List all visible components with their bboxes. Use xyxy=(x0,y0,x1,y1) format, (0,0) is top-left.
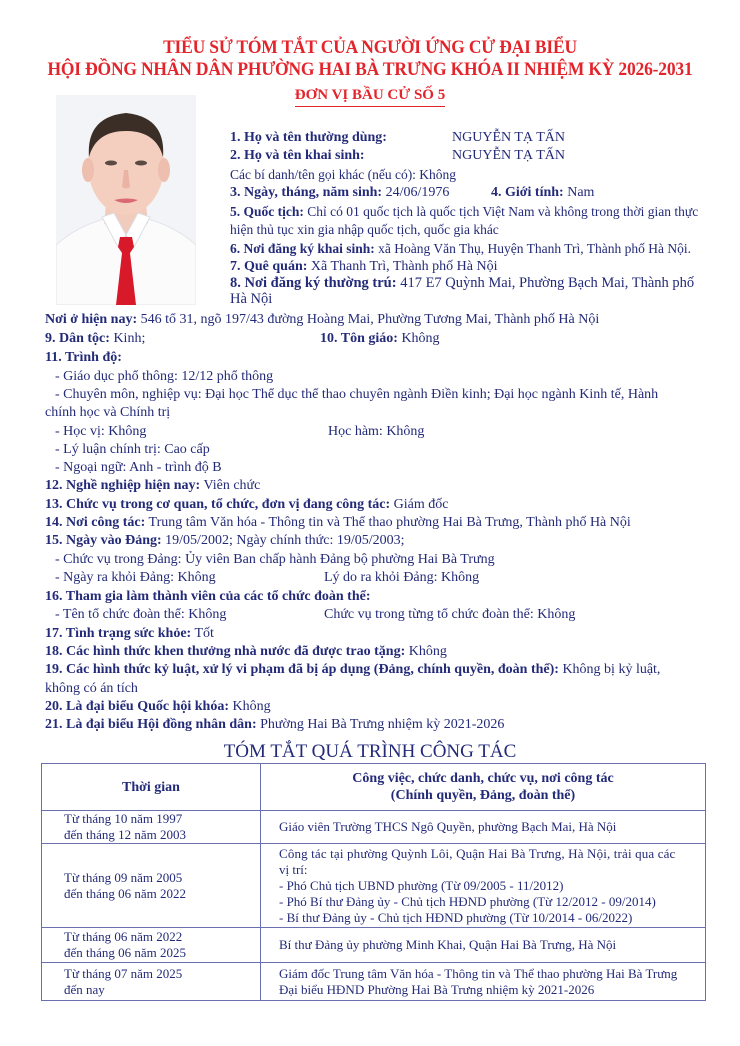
field-label: 13. Chức vụ trong cơ quan, tổ chức, đơn vị đang công tác: xyxy=(45,497,391,512)
field-peoples-council xyxy=(45,716,504,733)
field-label: 1. Họ và tên thường dùng: xyxy=(230,130,387,145)
field-specialty: - Chuyên môn, nghiệp vụ: Đại học Thể dục thể thao chuyên ngành Điền kinh; Đại học ngành Kinh tế, Hành xyxy=(55,387,659,402)
field-label: 12. Nghề nghiệp hiện nay: xyxy=(45,478,201,493)
field-value: Phường Hai Bà Trưng nhiệm kỳ 2021-2026 xyxy=(256,717,505,732)
field-label: 4. Giới tính: xyxy=(491,185,564,200)
time-to: đến nay xyxy=(64,981,105,997)
field-nationality xyxy=(230,203,698,220)
field-label: 20. Là đại biểu Quốc hội khóa: xyxy=(45,699,229,714)
time-to: đến tháng 06 năm 2022 xyxy=(64,885,187,901)
field-label: 10. Tôn giáo: xyxy=(320,331,398,346)
field-value: Trung tâm Văn hóa - Thông tin và Thể thao phường Hai Bà Trưng, Thành phố Hà Nội xyxy=(145,515,631,530)
field-label: 11. Trình độ: xyxy=(45,350,122,365)
description-cell xyxy=(261,844,706,928)
field-awards xyxy=(45,643,447,660)
field-label: Nơi ở hiện nay: xyxy=(45,312,138,327)
field-discipline xyxy=(45,661,660,678)
column-header-time: Thời gian xyxy=(42,764,261,811)
field-birth-date xyxy=(230,184,449,201)
description-line: Bí thư Đảng ủy phường Minh Khai, Quận Hai Bà Trưng, Hà Nội xyxy=(279,937,617,952)
field-hometown xyxy=(230,258,497,275)
description-line: Công tác tại phường Quỳnh Lôi, Quận Hai Bà Trưng, Hà Nội, trải qua các xyxy=(279,845,676,861)
description-line: Giám đốc Trung tâm Văn hóa - Thông tin và Thể thao phường Hai Bà Trưng xyxy=(279,965,678,981)
work-history-table xyxy=(41,763,706,1001)
description-cell xyxy=(261,963,706,1001)
field-organization-name: - Tên tổ chức đoàn thể: Không xyxy=(55,607,227,622)
description-line: Đại biểu HĐND Phường Hai Bà Trưng nhiệm kỳ 2021-2026 xyxy=(279,981,595,997)
field-birth-name xyxy=(230,147,365,164)
field-organizations-heading xyxy=(45,588,371,605)
table-row xyxy=(42,963,706,1001)
field-value: xã Hoàng Văn Thụ, Huyện Thanh Trì, Thành phố Hà Nội. xyxy=(374,241,692,256)
field-label: 6. Nơi đăng ký khai sinh: xyxy=(230,241,375,256)
field-label: 18. Các hình thức khen thưởng nhà nước đã được trao tặng: xyxy=(45,644,406,659)
field-label: 21. Là đại biểu Hội đồng nhân dân: xyxy=(45,717,257,732)
description-line: Giáo viên Trường THCS Ngô Quyền, phường Bạch Mai, Hà Nội xyxy=(279,819,617,834)
field-label: 16. Tham gia làm thành viên của các tổ chức đoàn thể: xyxy=(45,589,371,604)
field-gender xyxy=(491,184,594,201)
field-value: Kinh; xyxy=(109,331,146,346)
time-cell xyxy=(42,928,261,963)
field-value: 417 E7 Quỳnh Mai, Phường Bạch Mai, Thành phố xyxy=(396,275,695,291)
time-cell xyxy=(42,844,261,928)
time-from: Từ tháng 10 năm 1997 xyxy=(64,811,183,826)
time-from: Từ tháng 09 năm 2005 xyxy=(64,869,183,885)
document-title-line1: TIỂU SỬ TÓM TẮT CỦA NGƯỜI ỨNG CỬ ĐẠI BIỂU xyxy=(163,37,577,58)
field-birth-name-value: NGUYỄN TẠ TẤN xyxy=(452,148,566,163)
work-history-title: TÓM TẮT QUÁ TRÌNH CÔNG TÁC xyxy=(223,741,517,762)
document-title-line2: HỘI ĐỒNG NHÂN DÂN PHƯỜNG HAI BÀ TRƯNG KHÓA II NHIỆM KỲ 2026-2031 xyxy=(47,59,693,80)
field-foreign-language: - Ngoại ngữ: Anh - trình độ B xyxy=(55,460,222,475)
description-cell xyxy=(261,811,706,844)
field-value: Tốt xyxy=(191,626,214,641)
header-line: (Chính quyền, Đảng, đoàn thể) xyxy=(390,788,576,803)
field-value: 546 tổ 31, ngõ 197/43 đường Hoàng Mai, Phường Tương Mai, Thành phố Hà Nội xyxy=(137,312,600,327)
field-occupation xyxy=(45,477,260,494)
field-label: 15. Ngày vào Đảng: xyxy=(45,533,162,548)
table-header-row xyxy=(42,764,706,811)
column-header-description xyxy=(261,764,706,811)
field-workplace xyxy=(45,514,631,531)
field-value: Không bị kỷ luật, xyxy=(558,662,661,677)
field-party-leave-date: - Ngày ra khỏi Đảng: Không xyxy=(55,570,216,585)
field-birth-registration xyxy=(230,240,691,257)
field-common-name-value: NGUYỄN TẠ TẤN xyxy=(452,130,566,145)
field-label: 19. Các hình thức kỷ luật, xử lý vi phạm đã bị áp dụng (Đảng, chính quyền, đoàn thể): xyxy=(45,662,559,677)
field-value: Không xyxy=(229,699,271,714)
portrait-icon xyxy=(56,95,196,305)
table-row xyxy=(42,844,706,928)
field-permanent-residence xyxy=(230,275,694,292)
field-position xyxy=(45,496,448,513)
time-cell xyxy=(42,811,261,844)
field-value: Xã Thanh Trì, Thành phố Hà Nội xyxy=(307,259,498,274)
field-value: Viên chức xyxy=(200,478,261,493)
description-line: - Bí thư Đảng ủy - Chủ tịch HĐND phường (Từ 10/2014 - 06/2022) xyxy=(279,909,633,925)
field-label: 14. Nơi công tác: xyxy=(45,515,146,530)
time-cell xyxy=(42,963,261,1001)
header-line: Công việc, chức danh, chức vụ, nơi công tác xyxy=(352,771,614,786)
field-political-theory: - Lý luận chính trị: Cao cấp xyxy=(55,442,210,457)
field-nationality-cont: hiện thủ tục xin gia nhập quốc tịch, quốc gia khác xyxy=(230,222,499,237)
field-specialty-cont: chính học và Chính trị xyxy=(45,405,171,420)
field-label: 5. Quốc tịch: xyxy=(230,204,304,219)
time-from: Từ tháng 07 năm 2025 xyxy=(64,965,183,981)
field-value: 19/05/2002; Ngày chính thức: 19/05/2003; xyxy=(161,533,405,548)
field-label: 2. Họ và tên khai sinh: xyxy=(230,148,365,163)
description-line: - Phó Bí thư Đảng ủy - Chủ tịch HĐND phường (Từ 12/2012 - 09/2014) xyxy=(279,893,656,909)
field-label: 7. Quê quán: xyxy=(230,259,308,274)
field-party-position: - Chức vụ trong Đảng: Ủy viên Ban chấp hành Đảng bộ phường Hai Bà Trưng xyxy=(55,552,495,567)
field-value: Không xyxy=(405,644,447,659)
field-academic-title: Học hàm: Không xyxy=(328,424,425,439)
description-line: vị trí: xyxy=(279,861,308,877)
field-value: 24/06/1976 xyxy=(382,185,450,200)
field-value: Nam xyxy=(563,185,595,200)
field-education-heading xyxy=(45,349,122,366)
portrait-photo xyxy=(56,95,196,305)
field-permanent-residence-cont: Hà Nội xyxy=(230,291,273,307)
field-party-join-date xyxy=(45,532,405,549)
electoral-unit-label: ĐƠN VỊ BẦU CỬ SỐ 5 xyxy=(295,86,445,107)
field-common-name xyxy=(230,129,387,146)
description-cell xyxy=(261,928,706,963)
field-value: Không xyxy=(397,331,440,346)
time-to: đến tháng 06 năm 2025 xyxy=(64,945,187,960)
field-health xyxy=(45,625,214,642)
field-current-residence xyxy=(45,311,599,328)
field-organization-role: Chức vụ trong từng tổ chức đoàn thể: Không xyxy=(324,607,576,622)
field-ethnicity xyxy=(45,330,145,347)
field-religion xyxy=(320,330,440,347)
time-from: Từ tháng 06 năm 2022 xyxy=(64,929,183,944)
field-label: 3. Ngày, tháng, năm sinh: xyxy=(230,185,383,200)
field-academic-degree: - Học vị: Không xyxy=(55,424,147,439)
time-to: đến tháng 12 năm 2003 xyxy=(64,827,187,842)
field-discipline-cont: không có án tích xyxy=(45,681,138,696)
field-party-leave-reason: Lý do ra khỏi Đảng: Không xyxy=(324,570,480,585)
field-label: 9. Dân tộc: xyxy=(45,331,110,346)
field-alias: Các bí danh/tên gọi khác (nếu có): Không xyxy=(230,167,457,182)
field-label: 8. Nơi đăng ký thường trú: xyxy=(230,275,397,291)
field-value: Chỉ có 01 quốc tịch là quốc tịch Việt Nam và không trong thời gian thực xyxy=(303,204,699,219)
field-general-education: - Giáo dục phổ thông: 12/12 phổ thông xyxy=(55,369,274,384)
field-label: 17. Tình trạng sức khỏe: xyxy=(45,626,192,641)
field-value: Giám đốc xyxy=(390,497,449,512)
table-row xyxy=(42,928,706,963)
field-national-assembly xyxy=(45,698,271,715)
table-row xyxy=(42,811,706,844)
description-line: - Phó Chủ tịch UBND phường (Từ 09/2005 - 11/2012) xyxy=(279,877,564,893)
